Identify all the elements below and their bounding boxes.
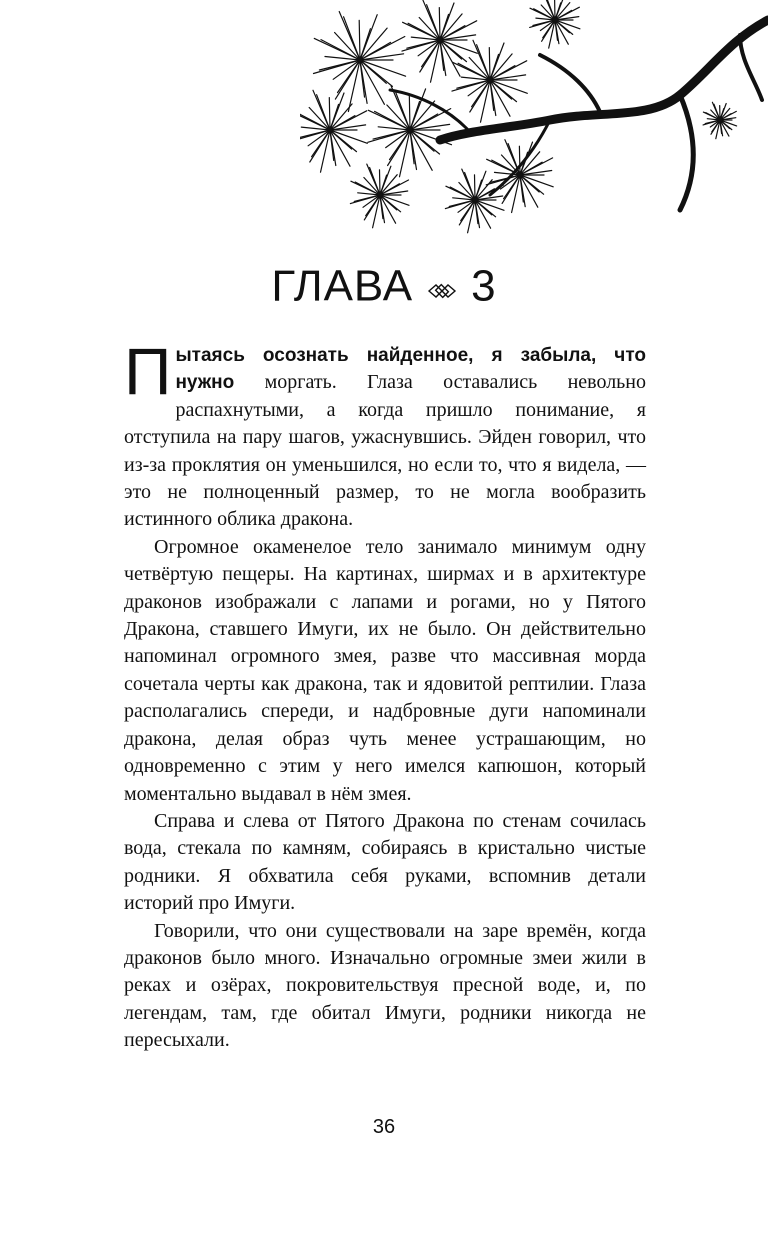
chapter-label: ГЛАВА [271,261,414,311]
paragraph-4: Говорили, что они существовали на заре времён, когда драконов было много. Изначально огромные змеи жили в реках и озёрах, покровительствуя пресной воде, и, по легендам, там, где обитал Имуги, родники никогда не пересыхали. [124,919,646,1052]
page-number: 36 [372,1116,396,1138]
paragraph-3: Справа и слева от Пятого Дракона по стенам сочилась вода, стекала по камням, собираясь в кристально чистые родники. Я обхватила себя руками, вспомнив детали историй про Имуги. [124,809,646,915]
endless-knot-icon [427,258,457,314]
paragraph-2: Огромное окаменелое тело занимало минимум одну четвёртую пещеры. На картинах, ширмах и в архитектуре драконов изображали с лапами и рогами, но у Пятого Дракона, ставшего Имуги, их не было. Он действительно напоминал огромного змея, разве что массивная морда сочетала черты как дракона, так и ядовитой рептилии. Глаза располагались спереди, и надбровные дуги напоминали дракона, делая образ чуть менее устрашающим, но одновременно с этим у него имелся капюшон, который моментально выдавал в нём змея. [124,535,646,805]
drop-cap: П [124,334,172,408]
paragraph-1-text: моргать. Глаза оставались невольно распахнутыми, а когда пришло понимание, я отступила на пару шагов, ужаснувшись. Эйден говорил, что из-за проклятия он уменьшился, но если то, что я видела, — это не полноценный размер, то не могла вообразить истинного облика дракона. [124,371,646,531]
body-text [124,334,646,1055]
pine-branch-illustration [300,0,768,250]
chapter-number: 3 [471,261,497,311]
chapter-heading [0,258,768,320]
lead-in-text: ытаясь осознать найденное, я забыла, что нужно [175,345,646,394]
paragraph-1 [124,334,646,534]
